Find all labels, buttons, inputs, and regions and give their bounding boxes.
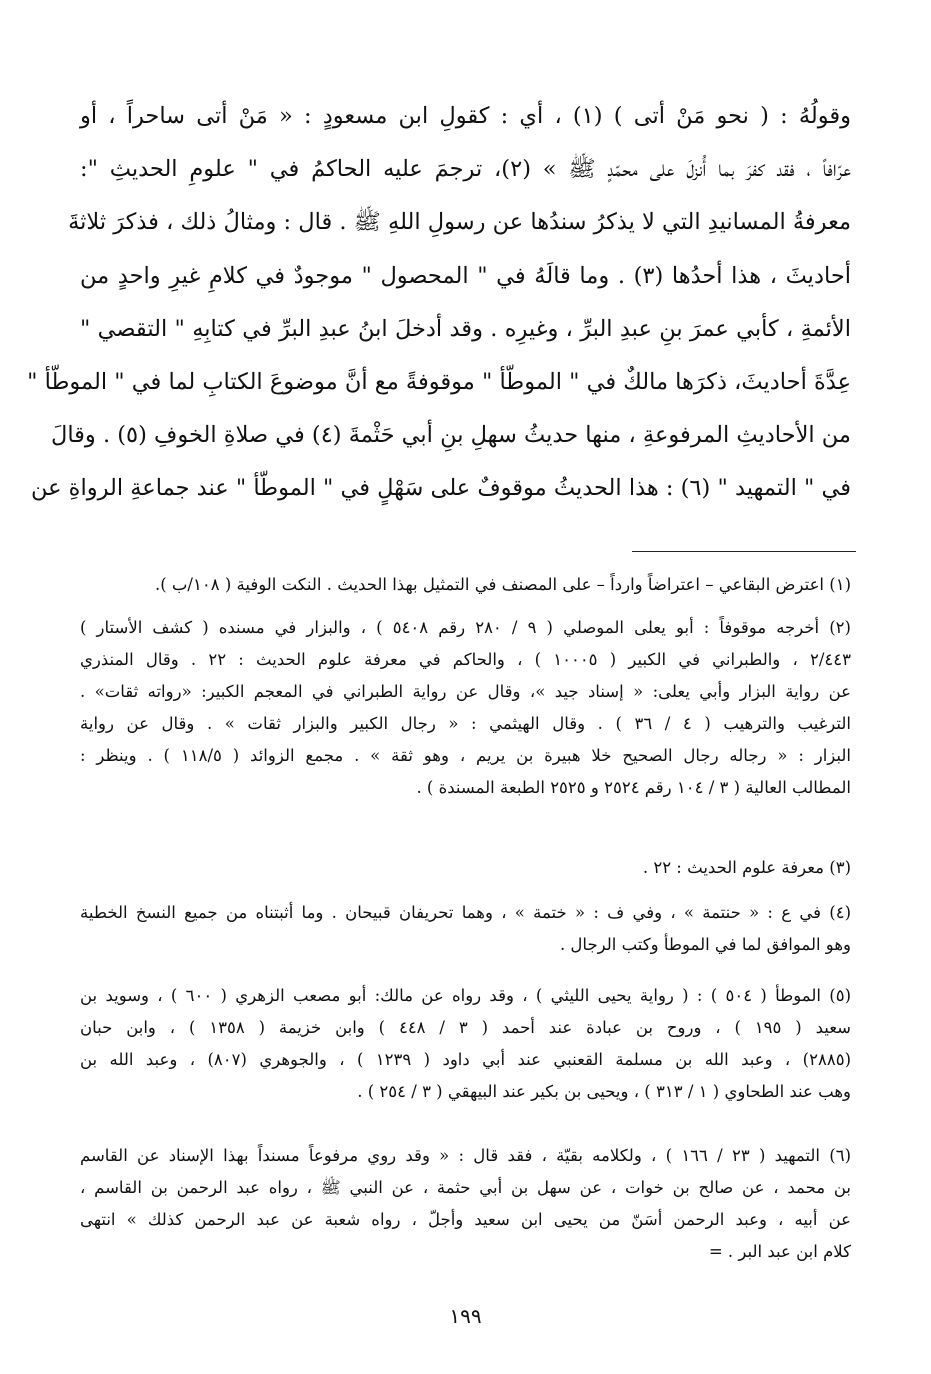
- text-line: وقولُهُ : ( نحو مَنْ أتى ) (١) ، أي : كقولِ ابن مسعودٍ : « مَنْ أتى ساحراً ، أو: [80, 103, 851, 129]
- text-line: معرفةُ المسانيدِ التي لا يذكرُ سندُها عن رسولِ اللهِ ﷺ . قال : ومثالُ ذلك ، فذكرَ ثلاثةَ: [68, 209, 851, 236]
- page-number: ١٩٩: [449, 1304, 482, 1328]
- footnote-6: [80, 1140, 851, 1268]
- footnote-3: [80, 852, 851, 884]
- text-line: أحاديثَ ، هذا أحدُها (٣) . وما قالَهُ في " المحصول " موجودٌ في كلامِ غيرِ واحدٍ من: [80, 262, 851, 289]
- text-line: من الأحاديثِ المرفوعةِ ، منها حديثُ سهلِ بنِ أبي حَثْمةَ (٤) في صلاةِ الخوفِ (٥) . وقالَ: [50, 422, 851, 449]
- footnote-line: ٢/٤٤٣ ، والطبراني في الكبير ( ١٠٠٠٥ ) ، والحاكم في معرفة علوم الحديث : ٢٢ . وقال المنذري: [80, 650, 851, 669]
- footnote-4: [80, 897, 851, 961]
- footnote-line: (٦) التمهيد ( ٢٣ / ١٦٦ ) ، ولكلامه بقيّة ، فقد قال : « وقد روي مرفوعاً مسنداً بهذا الإسناد عن القاسم: [80, 1146, 852, 1165]
- text-line: في " التمهيد " (٦) : هذا الحديثُ موقوفٌ على سَهْلٍ في " الموطّأ " عند جماعةِ الرواةِ عن: [30, 475, 851, 502]
- footnote-line: وهو الموافق لما في الموطأ وكتب الرجال .: [559, 935, 851, 954]
- footnote-line: (٢٨٨٥) ، وعبد الله بن مسلمة القعنبي عند أبي داود ( ١٢٣٩ ) ، والجوهري (٨٠٧) ، وعبد الله بن: [80, 1050, 851, 1069]
- footnote-separator: [632, 551, 856, 552]
- footnote-line: (٥) الموطأ ( ٥٠٤ ) : ( رواية يحيى الليثي ) ، وقد رواه عن مالك: أبو مصعب الزهري ( ٦٠٠ ) ، وسويد بن: [80, 986, 851, 1005]
- footnote-line: (٤) في ع : « حنتمة » ، وفي ف : « ختمة » ، وهما تحريفان قبيحان . وما أثبتناه من جميع النسخ الخطية: [80, 903, 851, 922]
- footnote-line: كلام ابن عبد البر . =: [708, 1242, 851, 1261]
- text-line: عرّافاً ، فقد كفرَ بما أُنزلَ على محمّدٍ ﷺ » (٢)، ترجمَ عليه الحاكمُ في " علومِ الحديثِ ":: [80, 156, 851, 183]
- text-line: عِدَّةَ أحاديثَ، ذكرَها مالكٌ في " الموطّأ " موقوفةً مع أنَّ موضوعَ الكتابِ لما في " الموطّأ ": [27, 369, 851, 396]
- footnote-line: عن أبيه ، وعبد الرحمن أسَنّ من يحيى ابن سعيد وأجلّ ، رواه شعبة عن عبد الرحمن كذلك » انتهى: [80, 1210, 851, 1229]
- text-line: الأئمةِ ، كأبي عمرَ بنِ عبدِ البرِّ ، وغيرِه . وقد أدخلَ ابنُ عبدِ البرِّ في كتابِهِ " التقصي ": [80, 315, 851, 342]
- footnote-1: [80, 569, 851, 601]
- footnote-line: (٢) أخرجه موقوفاً : أبو يعلى الموصلي ( ٩ / ٢٨٠ رقم ٥٤٠٨ ) ، والبزار في مسنده ( كشف الأستار ): [80, 618, 851, 637]
- footnote-line: الترغيب والترهيب ( ٤ / ٣٦ ) . وقال الهيثمي : « رجال الكبير والبزار ثقات » . وقال عن رواية: [80, 714, 851, 733]
- footnote-line: وهب عند الطحاوي ( ١ / ٣١٣ ) ، ويحيى بن بكير عند البيهقي ( ٣ / ٢٥٤ ) .: [357, 1082, 851, 1101]
- footnote-line: سعيد ( ١٩٥ ) ، وروح بن عبادة عند أحمد ( ٣ / ٤٤٨ ) وابن خزيمة ( ١٣٥٨ ) ، وابن حبان: [80, 1018, 851, 1037]
- footnote-line: (١) اعترض البقاعي – اعتراضاً وارداً – على المصنف في التمثيل بهذا الحديث . النكت الوفية ( ١٠٨/ب ).: [154, 575, 851, 594]
- footnote-line: (٣) معرفة علوم الحديث : ٢٢ .: [642, 858, 851, 877]
- footnote-line: عن رواية البزار وأبي يعلى: « إسناد جيد »، وقال عن رواية الطبراني في المعجم الكبير: «رواته ثقات» .: [80, 682, 851, 701]
- footnote-2: [80, 612, 851, 804]
- footnote-line: البزار : « رجاله رجال الصحيح خلا هبيرة بن يريم ، وهو ثقة » . مجمع الزوائد ( ١١٨/٥ ) . وينظر :: [80, 746, 851, 765]
- footnote-5: [80, 980, 851, 1108]
- footnote-line: المطالب العالية ( ٣ / ١٠٤ رقم ٢٥٢٤ و ٢٥٢٥ الطبعة المسندة ) .: [416, 778, 851, 797]
- footnote-line: بن محمد ، عن صالح بن خوات ، عن سهل بن أبي حثمة ، عن النبي ﷺ ، رواه عبد الرحمن بن القاسم ،: [80, 1178, 851, 1197]
- main-text: [27, 90, 851, 516]
